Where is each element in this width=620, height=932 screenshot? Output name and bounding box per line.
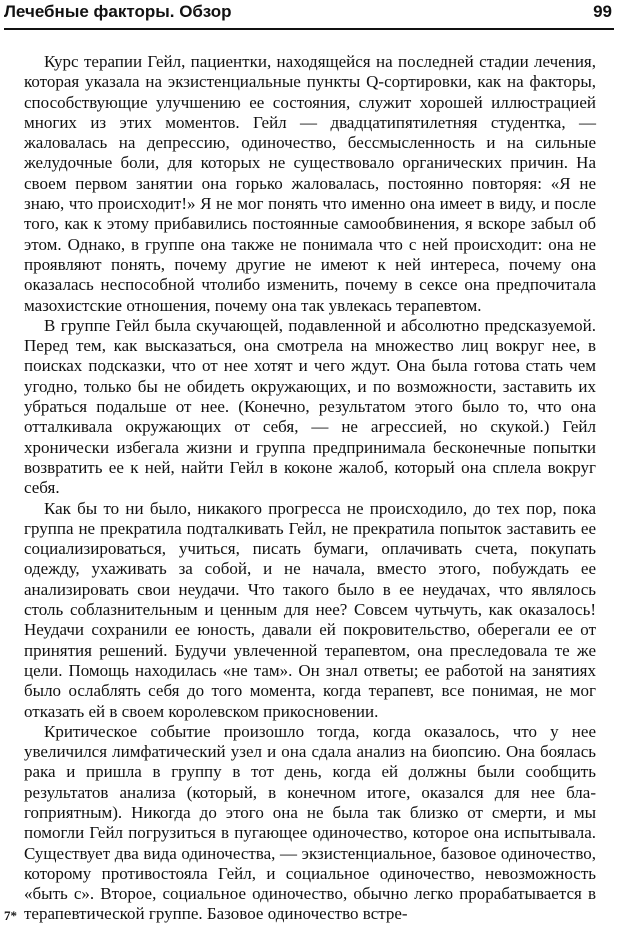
paragraph-1: Курс терапии Гейл, пациентки, находящейся на последней стадии лечения, которая указала на экзистенциальные пункты Q-сортировки, как на факторы, способствующие улучшению ее состояния, служит хорошей иллюстрацией многих из этих моментов. Гейл — двадцатипятилетняя студентка, — жаловалась на депрессию, одиночество, бессмысленность и на сильные желудочные боли, для которых не существовало органических причин. На своем первом занятии она горько жаловалась, постоянно повторяя: «Я не знаю, что происходит!» Я не мог понять что именно она имеет в виду, и после того, как к этому прибавились постоянные самообвинения, я вскоре забыл об этом. Однако, в группе она также не понимала что с ней происходит: она не проявляют понять, почему другие не имеют к ней интереса, почему она оказалась неспособной чтолибо изменить, почему в сексе она предпочитала мазохистские отношения, почему она так увлекась терапевтом. [24,52,596,315]
body-text [24,52,596,925]
signature-mark: 7* [4,908,17,923]
paragraph-2: В группе Гейл была скучающей, подавленной и абсолютно предсказуемой. Перед тем, как высказаться, она смотрела на множество лиц вокруг нее, в поисках подсказки, что от нее хотят и чего ждут. Она была готова стать чем угодно, только бы не обидеть окружающих, и по возможности, заставить их убраться подальше от нее. (Конечно, результатом этого было то, что она отталкивала окружающих от себя, — не агрессией, но скукой.) Гейл хронически избегала жизни и группа предпринимала бесконечные попытки возвратить ее к ней, найти Гейл в коконе жалоб, который она сплела вокруг себя. [24,315,596,498]
chapter-title: Лечебные факторы. Обзор [4,2,232,21]
paragraph-3: Как бы то ни было, никакого прогресса не происходило, до тех пор, пока группа не прекратила подталкивать Гейл, не прекратила попыток заставить ее социализироваться, учиться, писать бумаги, оплачивать счета, покупать одежду, ухаживать за собой, и не начала, вместо этого, побуждать ее анализировать свои неудачи. Что такого было в ее неудачах, что являлось столь соблазнительным и ценным для нее? Совсем чутьчуть, как оказалось! Неудачи сохранили ее юность, давали ей покровительство, оберегали ее от принятия решений. Будучи увлеченной терапевтом, она преследовала те же цели. Помощь находилась «не там». Он знал ответы; ее работой на занятиях было ослаблять себя до того момента, когда терапевт, все понимая, не мог отказать ей в своем королевском прикосновении. [24,498,596,721]
page-number: 99 [593,2,612,21]
paragraph-4: Критическое событие произошло тогда, когда оказалось, что у нее увеличился лимфатический узел и она сдала анализ на биопсию. Она боялась рака и пришла в группу в тот день, когда ей должны были сообщить результатов анализа (который, в конечном итоге, оказался для нее благоприятным). Никогда до этого она не была так близко от смерти, и мы помогли Гейл погрузиться в пугающее одиночество, которое она испытывала. Существует два вида одиночества, — экзистенциальное, базовое одиночество, которому противостояла Гейл, и социальное одиночество, невозможность «быть с». Второе, социальное одиночество, обычно легко прорабатывается в терапевтической группе. Базовое одиночество встре- [24,721,596,924]
header-rule [4,28,614,30]
running-head [4,1,612,27]
